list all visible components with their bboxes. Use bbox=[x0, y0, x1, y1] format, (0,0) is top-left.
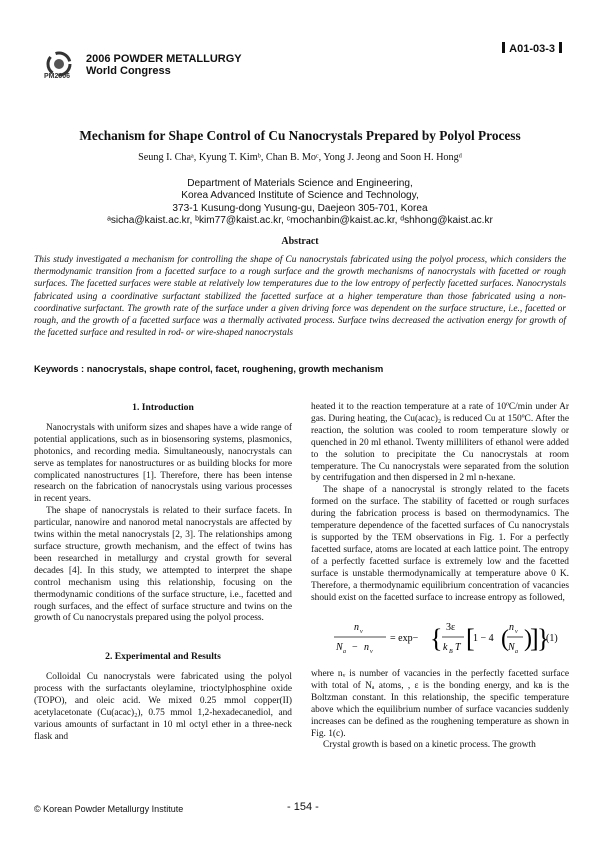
eq-lhs-den-b-sub: v bbox=[370, 649, 373, 655]
right-column-top bbox=[311, 402, 569, 604]
paper-code bbox=[498, 42, 566, 55]
eq-r-num-sub: v bbox=[515, 629, 518, 635]
conference-line-2: World Congress bbox=[86, 65, 171, 77]
right-paragraph-2: The shape of a nanocrystal is strongly related to the facets formed on the surface. The stability of facetted or rough surfaces during the fabrication process is based on thermodynamics. The temperature dependence of the facetted surfaces of Cu nanocrystals is supported by the TEM observations in Fig. 1. For a perfectly facetted surface, atoms are located at each lattice point. The entropy of a perfectly facetted surface is extremely low and the facetted surface is unstable thermodynamically at temperature above 0 K. Therefore, a thermodynamic equilibrium concentration of vacancies should exist on the facetted surface to increase entropy as followed, bbox=[311, 485, 569, 603]
footer-copyright: © Korean Powder Metallurgy Institute bbox=[34, 804, 184, 814]
section-heading-experimental: 2. Experimental and Results bbox=[105, 651, 221, 663]
eq-r-den: N bbox=[508, 642, 515, 653]
intro-paragraph-2: The shape of nanocrystals is related to their surface facets. In particular, nanowire and nanorod metal nanocrystals are affected by twins within the metal nanocrystals [2, 3]. The relationships among surface structure, growth mechanism, and the effect of twins has been researched in metallurgy and crystal growth for several decades [4]. In this study, we attempted to interpret the shape control mechanism using this relationship, focusing on the thermodynamic conditions of the surface structure, i.e., facetted and rough surfaces, and the effect of surface structure and twins on the growth of Cu nanocrystals prepared using the polyol process. bbox=[34, 506, 292, 624]
page-number: - 154 - bbox=[287, 801, 319, 813]
eq-paren-right: ) bbox=[524, 626, 532, 652]
affiliation bbox=[0, 178, 600, 228]
eq-exp: = exp− bbox=[390, 633, 419, 644]
eq-brace-right: } bbox=[537, 624, 550, 653]
affiliation-line-2: Korea Advanced Institute of Science and Technology, bbox=[181, 190, 419, 202]
paper-code-text: A01-03-3 bbox=[509, 43, 555, 55]
right-paragraph-4: Crystal growth is based on a kinetic process. The growth bbox=[323, 740, 536, 751]
eq-lhs-den-minus: − bbox=[352, 642, 358, 653]
paper-title: Mechanism for Shape Control of Cu Nanocrystals Prepared by Polyol Process bbox=[79, 128, 521, 143]
right-paragraph-1: heated it to the reaction temperature at a rate of 10ºC/min under Ar gas. During heating, the Cu(acac)₂ is reduced Cu at 150ºC. After the reaction, the solution was cooled to room temperature slowly or quenched in 20 ml ethanol. Twenty milliliters of ethanol were added to the solution to precipitate the Cu nanocrystals at room temperature. The Cu nanocrystals were separated from the solution by centrifugation and then dispersed in 2 ml n-hexane. bbox=[311, 402, 569, 484]
eq-coef-den-k: k bbox=[443, 642, 448, 653]
eq-brace-left: { bbox=[430, 624, 443, 653]
eq-number: (1) bbox=[546, 633, 558, 644]
experimental-paragraph-1: Colloidal Cu nanocrystals were fabricated using the polyol process with the surfactants oleylamine, trioctylphosphine oxide (TOPO), and oleic acid. We mixed 0.25 mmol copper(II) acetylacetonate (Cu(acac)₂), 0.75 mmol 1,2-hexadecanediol, and various amounts of surfactant in 10 ml octyl ether in a three-neck flask and bbox=[34, 672, 292, 742]
affiliation-emails: ᵃsicha@kaist.ac.kr, ᵇkim77@kaist.ac.kr, ᶜmochanbin@kaist.ac.kr, ᵈshhong@kaist.ac.kr bbox=[107, 215, 493, 227]
logo-caption: PM2006 bbox=[44, 73, 71, 80]
affiliation-line-3: 373-1 Kusung-dong Yusung-gu, Daejeon 305-701, Korea bbox=[172, 202, 428, 214]
conference-name bbox=[86, 53, 242, 77]
eq-one-minus-four: 1 − 4 bbox=[473, 633, 494, 644]
intro-paragraph-1: Nanocrystals with uniform sizes and shapes have a wide range of potential applications, such as in biosensoring systems, plasmonics, photonics, and recording media. Simultaneously, nanocrystals can serve as templates for nanostructures or as building blocks for more complicated nanostructures [1]. Therefore, there has been intense research on the fabrication of nanocrystals using various processes in recent years. bbox=[34, 422, 292, 505]
keywords: Keywords : nanocrystals, shape control, facet, roughening, growth mechanism bbox=[34, 364, 384, 374]
eq-r-num: n bbox=[509, 622, 514, 633]
eq-paren-left: ( bbox=[501, 626, 509, 652]
right-paragraph-3: where nᵥ is number of vacancies in the perfectly facetted surface with total of Nₐ atoms, , ε is the bonding energy, and kʙ is the Boltzman constant. In this relationship, the specific temperature above which the equilibrium number of surface vacancies suddenly increases can be defined as the roughening temperature as shown in Fig. 1(c). bbox=[311, 669, 569, 739]
abstract-text: This study investigated a mechanism for controlling the shape of Cu nanocrystals fabricated using the polyol process, which considers the thermodynamic transition from a facetted surface to a rough surface and the growth mechanisms of nanocrystals with facetted or rough surfaces. The facetted surfaces were stable at relatively low temperatures due to the low entropy of perfectly facetted surfaces. Nanocrystals fabricated using a coordinative surfactant stabilized the facetted surface at a higher temperature than those fabricated using a non-coordinative surfactant. The growth rate of the surface under a given driving force was dependent on the surface structure, i.e., facetted or rough, and the growth of a facetted surface was a thermally activated process. Surface twins decreased the activation energy for growth of the facetted surface and resulted in rod- or wire-shaped nanocrystals bbox=[34, 255, 566, 339]
conference-line-1: 2006 POWDER METALLURGY bbox=[86, 53, 242, 65]
eq-coef-den-t: T bbox=[455, 642, 461, 653]
eq-coef-num: 3ε bbox=[446, 622, 456, 633]
eq-coef-den-k-sub: B bbox=[449, 649, 453, 655]
author-list: Seung I. Chaᵃ, Kyung T. Kimᵇ, Chan B. Moᶜ, Yong J. Jeong and Soon H. Hongᵈ bbox=[138, 152, 462, 163]
eq-lhs-num: n bbox=[354, 622, 359, 633]
abstract-heading: Abstract bbox=[281, 236, 319, 247]
eq-lhs-den-a: N bbox=[336, 642, 343, 653]
code-bar-right bbox=[559, 42, 562, 53]
eq-r-den-sub: a bbox=[515, 649, 518, 655]
eq-lhs-den-a-sub: a bbox=[343, 649, 346, 655]
eq-lhs-num-sub: v bbox=[360, 629, 363, 635]
section-heading-introduction: 1. Introduction bbox=[132, 402, 194, 413]
left-column bbox=[34, 402, 292, 744]
eq-bracket-left: [ bbox=[466, 624, 475, 653]
code-bar-left bbox=[502, 42, 505, 53]
eq-bracket-right: ] bbox=[530, 624, 539, 653]
affiliation-line-1: Department of Materials Science and Engineering, bbox=[187, 178, 413, 189]
right-column-bottom bbox=[311, 669, 569, 752]
eq-lhs-den-b: n bbox=[364, 642, 369, 653]
equation-1 bbox=[330, 614, 560, 664]
